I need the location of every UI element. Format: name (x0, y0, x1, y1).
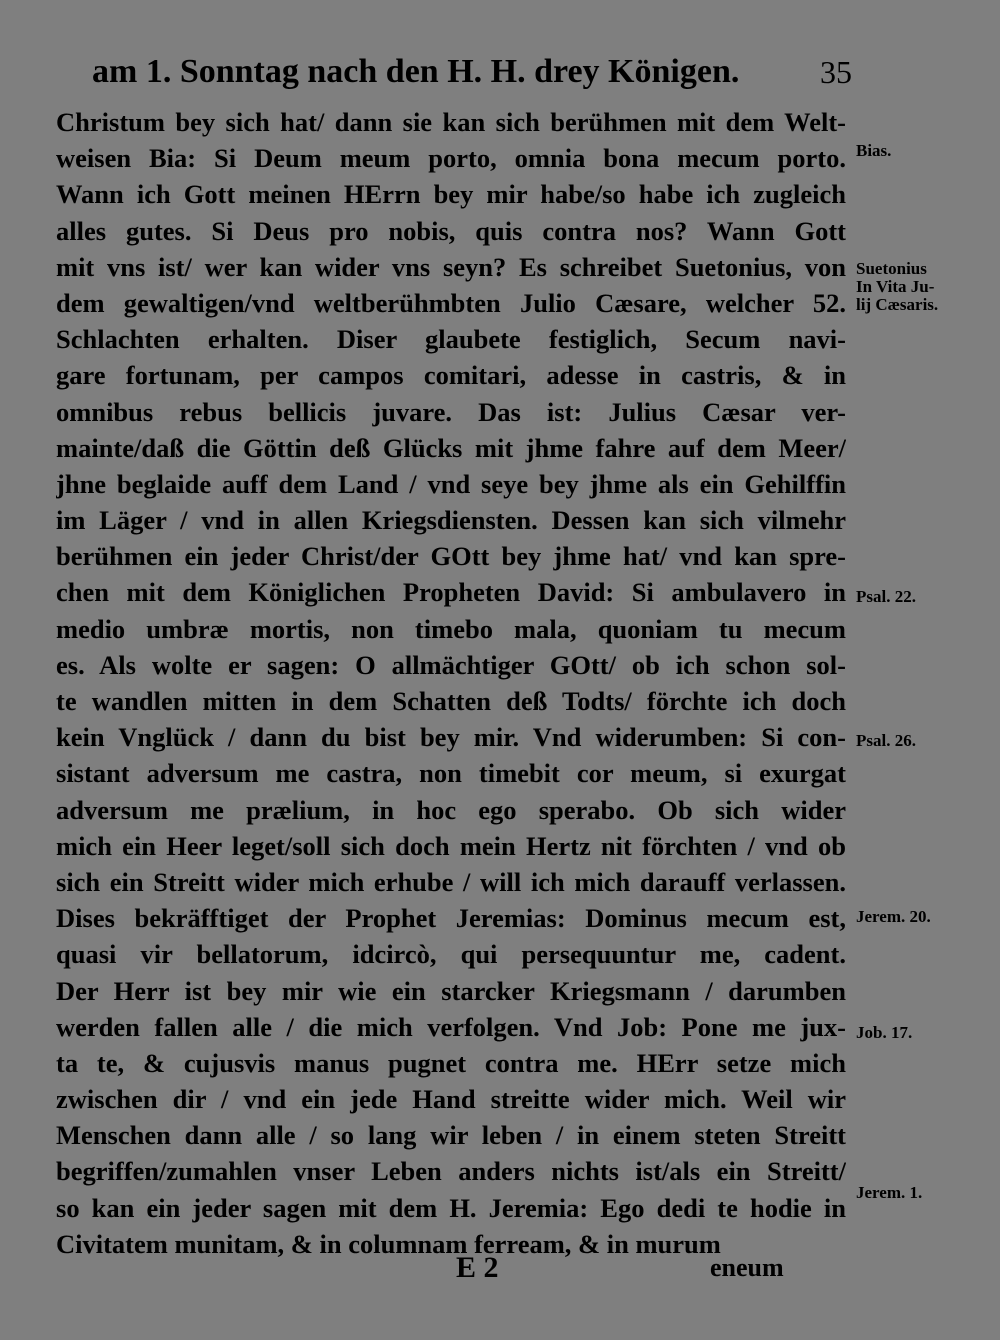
text-line: Schlachten erhalten. Diser glaubete festiglich, Secum navi- (56, 324, 846, 355)
margin-note-line: Psal. 26. (856, 731, 916, 750)
text-line: Wann ich Gott meinen HErrn bey mir habe/so habe ich zugleich (56, 179, 846, 210)
margin-note-job-17 (856, 1024, 986, 1042)
text-line: mich ein Heer leget/soll sich doch mein Hertz nit förchten / vnd ob (56, 830, 846, 861)
text-line: ta te, & cujusvis manus pugnet contra me. HErr setze mich (56, 1047, 846, 1078)
margin-note-suetonius (856, 260, 986, 314)
page-number: 35 (820, 54, 852, 90)
margin-note-jeremiah-20 (856, 908, 986, 926)
text-line: im Läger / vnd in allen Kriegsdiensten. Dessen kan sich vilmehr (56, 505, 846, 536)
margin-note-line: Job. 17. (856, 1023, 913, 1042)
text-line: berühmen ein jeder Christ/der GOtt bey jhme hat/ vnd kan spre- (56, 541, 846, 572)
text-line: mainte/daß die Göttin deß Glücks mit jhme fahre auf dem Meer/ (56, 432, 846, 463)
text-line: medio umbræ mortis, non timebo mala, quoniam tu mecum (56, 613, 846, 644)
text-line: te wandlen mitten in dem Schatten deß Todts/ förchte ich doch (56, 686, 846, 716)
margin-note-line: In Vita Ju- (856, 277, 935, 296)
text-line: quasi vir bellatorum, idcircò, qui persequuntur me, cadent. (56, 939, 846, 970)
text-line: dem gewaltigen/vnd weltberühmbten Julio Cæsare, welcher 52. (56, 287, 846, 318)
margin-note-line: Jerem. 20. (856, 907, 931, 926)
margin-note-line: lij Cæsaris. (856, 295, 939, 314)
text-line: adversum me prælium, in hoc ego sperabo. Ob sich wider (56, 794, 846, 825)
text-line: werden fallen alle / die mich verfolgen. Vnd Job: Pone me jux- (56, 1011, 846, 1042)
text-line: sich ein Streitt wider mich erhube / will ich mich darauff verlassen. (56, 866, 846, 897)
text-line: kein Vnglück / dann du bist bey mir. Vnd widerumben: Si con- (56, 722, 846, 753)
margin-note-psalm-22 (856, 588, 986, 606)
margin-note-line: Bias. (856, 141, 892, 160)
body-text (56, 104, 846, 1262)
running-header (92, 50, 852, 94)
margin-note-line: Psal. 22. (856, 587, 916, 606)
text-line: omnibus rebus bellicis juvare. Das ist: Julius Cæsar ver- (56, 396, 846, 427)
catchword: eneum (710, 1253, 784, 1282)
text-line: weisen Bia: Si Deum meum porto, omnia bona mecum porto. (56, 143, 846, 174)
margin-note-line: Suetonius (856, 259, 927, 278)
margin-note-bias (856, 142, 986, 160)
signature-mark: E 2 (456, 1251, 499, 1284)
text-line: Civitatem munitam, & in columnam ferream, & in murum (56, 1228, 721, 1259)
text-line: jhne beglaide auff dem Land / vnd seye bey jhme als ein Gehilffin (56, 468, 846, 499)
margin-note-psalm-26 (856, 732, 986, 750)
text-line: zwischen dir / vnd ein jede Hand streitte wider mich. Weil wir (56, 1084, 846, 1115)
text-line: chen mit dem Königlichen Propheten David: Si ambulavero in (56, 577, 846, 608)
text-line: sistant adversum me castra, non timebit cor meum, si exurgat (56, 758, 846, 789)
running-title: am 1. Sonntag nach den H. H. drey Königen. (92, 53, 740, 90)
text-line: mit vns ist/ wer kan wider vns seyn? Es schreibet Suetonius, von (56, 251, 846, 282)
text-line: Menschen dann alle / so lang wir leben / in einem steten Streitt (56, 1120, 846, 1151)
text-line: Der Herr ist bey mir wie ein starcker Kriegsmann / darumben (56, 975, 846, 1006)
margin-note-jeremiah-1 (856, 1184, 986, 1202)
text-line: gare fortunam, per campos comitari, adesse in castris, & in (56, 360, 846, 391)
text-line: Dises bekräfftiget der Prophet Jeremias: Dominus mecum est, (56, 903, 846, 934)
text-line: Christum bey sich hat/ dann sie kan sich berühmen mit dem Welt- (56, 107, 846, 137)
text-line: alles gutes. Si Deus pro nobis, quis contra nos? Wann Gott (56, 215, 846, 246)
margin-note-line: Jerem. 1. (856, 1183, 923, 1202)
text-line: es. Als wolte er sagen: O allmächtiger GOtt/ ob ich schon sol- (56, 649, 846, 680)
text-line: so kan ein jeder sagen mit dem H. Jeremia: Ego dedi te hodie in (56, 1192, 846, 1223)
text-line: begriffen/zumahlen vnser Leben anders nichts ist/als ein Streitt/ (56, 1156, 846, 1187)
